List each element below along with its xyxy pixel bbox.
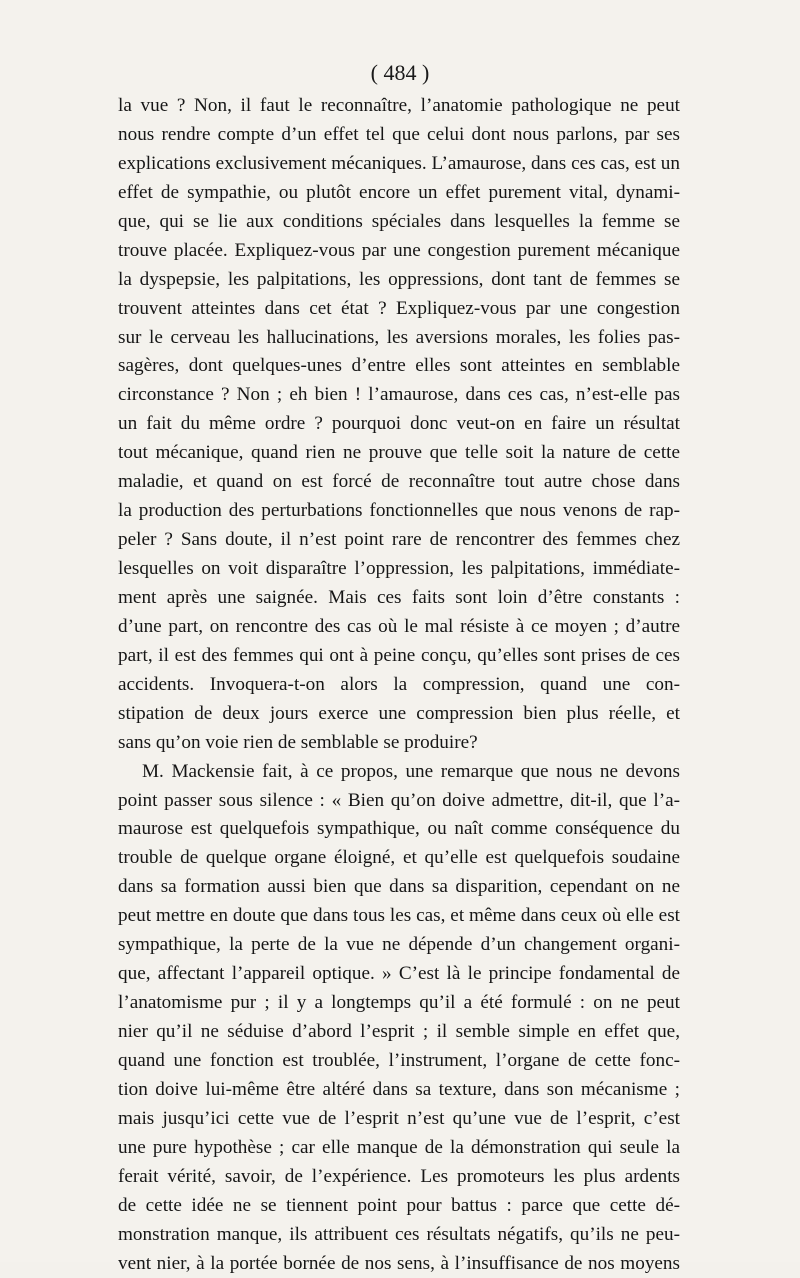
text-line: d’une part, on rencontre des cas où le mal résiste à ce moyen ; d’autre [118,613,680,642]
text-line: explications exclusivement mécaniques. L’amaurose, dans ces cas, est un [118,150,680,179]
text-line: trouble de quelque organe éloigné, et qu’elle est quelquefois soudaine [118,844,680,873]
text-line: mais jusqu’ici cette vue de l’esprit n’est qu’une vue de l’esprit, c’est [118,1105,680,1134]
text-line: une pure hypothèse ; car elle manque de la démonstration qui seule la [118,1134,680,1163]
text-line: dans sa formation aussi bien que dans sa disparition, cependant on ne [118,873,680,902]
text-line: lesquelles on voit disparaître l’oppression, les palpitations, immédiate- [118,555,680,584]
text-line: vent nier, à la portée bornée de nos sens, à l’insuffisance de nos moyens [118,1250,680,1278]
text-line: que, affectant l’appareil optique. » C’est là le principe fondamental de [118,960,680,989]
text-line: de cette idée ne se tiennent point pour battus : parce que cette dé- [118,1192,680,1221]
text-line: sympathique, la perte de la vue ne dépende d’un changement organi- [118,931,680,960]
text-line: maurose est quelquefois sympathique, ou naît comme conséquence du [118,815,680,844]
text-line: la production des perturbations fonctionnelles que nous venons de rap- [118,497,680,526]
text-line: trouve placée. Expliquez-vous par une congestion purement mécanique [118,237,680,266]
text-line: ment après une saignée. Mais ces faits sont loin d’être constants : [118,584,680,613]
paragraph-end-line: sans qu’on voie rien de semblable se produire? [118,729,680,758]
text-line: peler ? Sans doute, il n’est point rare de rencontrer des femmes chez [118,526,680,555]
text-line: tion doive lui-même être altéré dans sa texture, dans son mécanisme ; [118,1076,680,1105]
text-line: monstration manque, ils attribuent ces résultats négatifs, qu’ils ne peu- [118,1221,680,1250]
text-line: circonstance ? Non ; eh bien ! l’amaurose, dans ces cas, n’est-elle pas [118,381,680,410]
text-line: un fait du même ordre ? pourquoi donc veut-on en faire un résultat [118,410,680,439]
body-text [118,92,680,1278]
text-line: la dyspepsie, les palpitations, les oppressions, dont tant de femmes se [118,266,680,295]
text-line: nier qu’il ne séduise d’abord l’esprit ; il semble simple en effet que, [118,1018,680,1047]
text-line: trouvent atteintes dans cet état ? Expliquez-vous par une congestion [118,295,680,324]
text-line: stipation de deux jours exerce une compression bien plus réelle, et [118,700,680,729]
paragraph-start-line: M. Mackensie fait, à ce propos, une remarque que nous ne devons [118,758,680,787]
page-number: ( 484 ) [0,60,800,86]
text-line: la vue ? Non, il faut le reconnaître, l’anatomie pathologique ne peut [118,92,680,121]
text-line: peut mettre en doute que dans tous les cas, et même dans ceux où elle est [118,902,680,931]
text-line: nous rendre compte d’un effet tel que celui dont nous parlons, par ses [118,121,680,150]
text-line: point passer sous silence : « Bien qu’on doive admettre, dit-il, que l’a- [118,787,680,816]
text-line: sur le cerveau les hallucinations, les aversions morales, les folies pas- [118,324,680,353]
text-line: maladie, et quand on est forcé de reconnaître tout autre chose dans [118,468,680,497]
text-line: que, qui se lie aux conditions spéciales dans lesquelles la femme se [118,208,680,237]
text-line: effet de sympathie, ou plutôt encore un effet purement vital, dynami- [118,179,680,208]
text-line: ferait vérité, savoir, de l’expérience. Les promoteurs les plus ardents [118,1163,680,1192]
text-line: quand une fonction est troublée, l’instrument, l’organe de cette fonc- [118,1047,680,1076]
text-line: part, il est des femmes qui ont à peine conçu, qu’elles sont prises de ces [118,642,680,671]
text-line: tout mécanique, quand rien ne prouve que telle soit la nature de cette [118,439,680,468]
text-line: l’anatomisme pur ; il y a longtemps qu’il a été formulé : on ne peut [118,989,680,1018]
text-line: accidents. Invoquera-t-on alors la compression, quand une con- [118,671,680,700]
text-line: sagères, dont quelques-unes d’entre elles sont atteintes en semblable [118,352,680,381]
